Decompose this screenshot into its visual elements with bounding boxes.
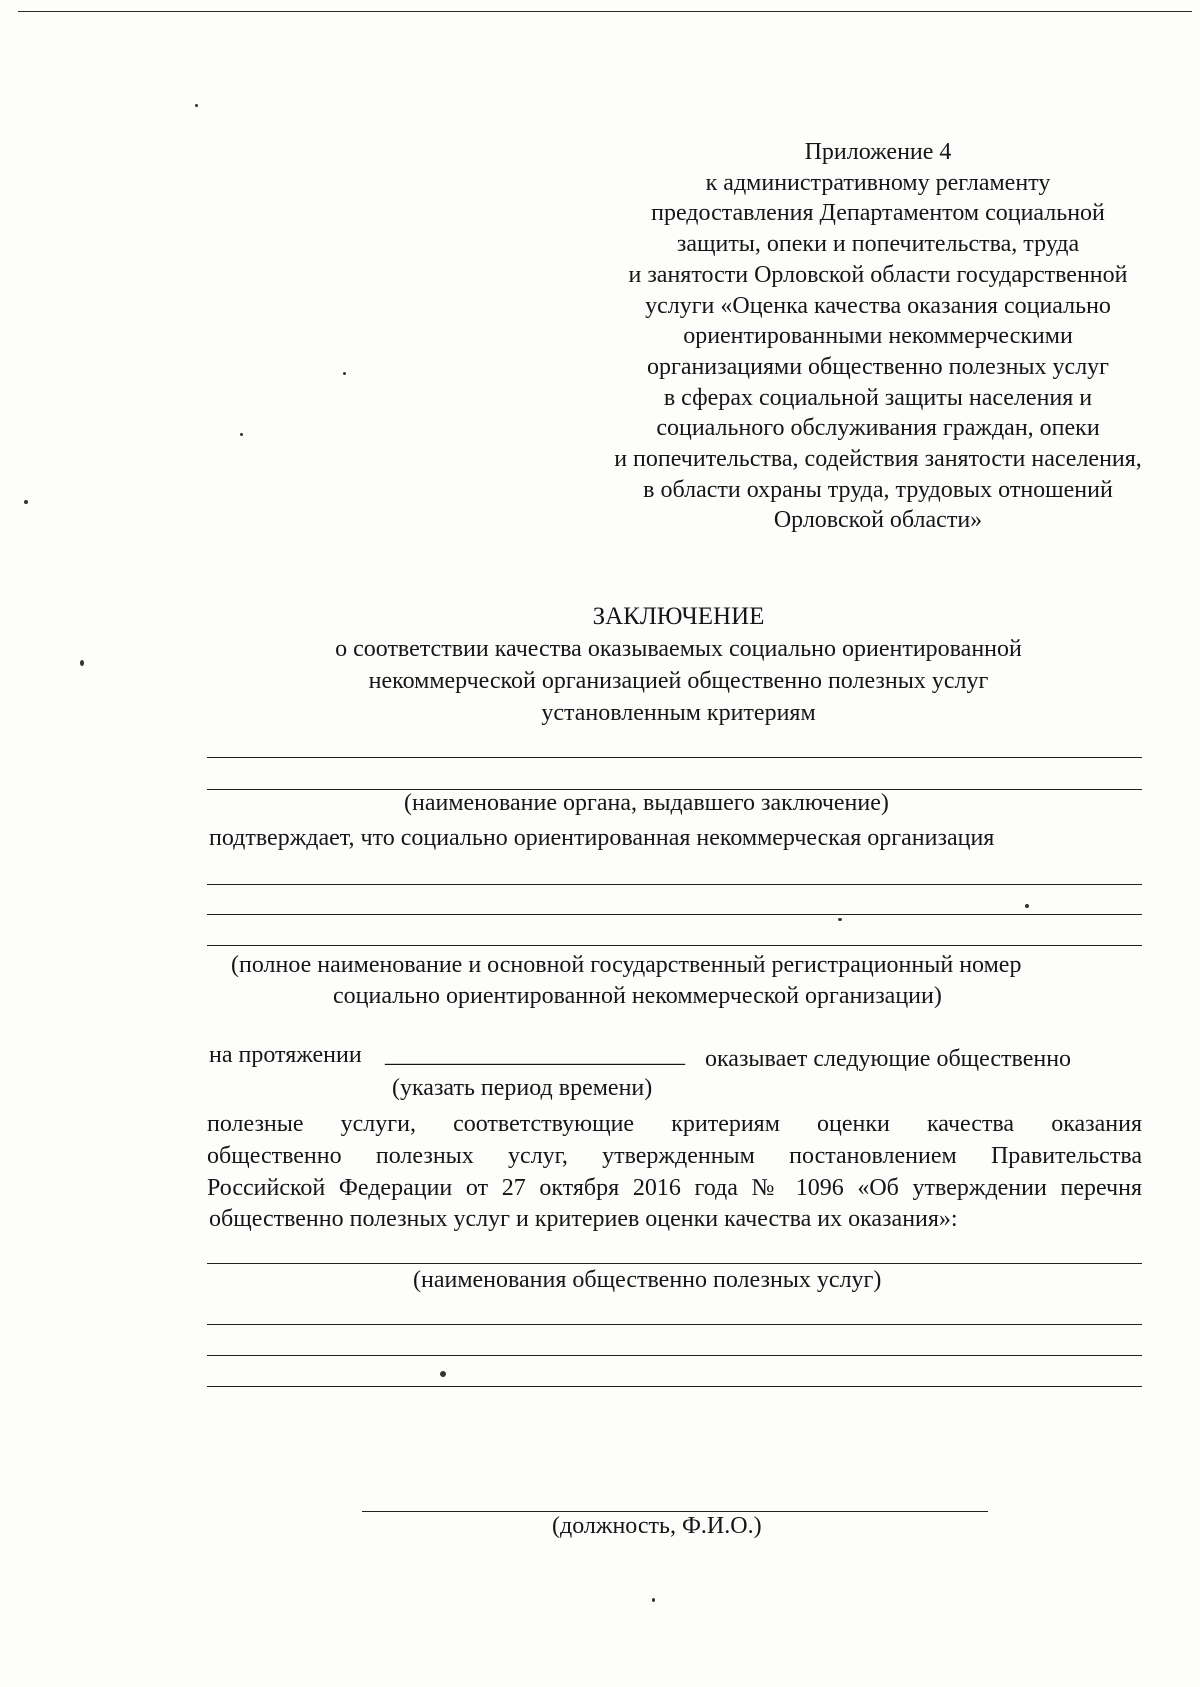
appendix-line: к административному регламенту (705, 169, 1051, 196)
appendix-line: Орловской области» (773, 507, 983, 534)
organization-fill-line[interactable] (207, 945, 1142, 946)
appendix-line: и попечительства, содействия занятости населения, (614, 446, 1142, 473)
period-blank[interactable]: _________________________ (385, 1042, 685, 1068)
organization-fill-line[interactable] (207, 884, 1142, 885)
period-suffix: оказывает следующие общественно (705, 1046, 1072, 1072)
services-paragraph-line: общественно полезных услуг, утвержденным постановлением Правительства (207, 1143, 1142, 1169)
scan-speck (1025, 904, 1029, 908)
scan-speck (838, 918, 842, 921)
scan-speck (652, 1598, 655, 1602)
appendix-line: Приложение 4 (804, 139, 952, 165)
services-paragraph-line: полезные услуги, соответствующие критериям оценки качества оказания (207, 1111, 1142, 1137)
appendix-line: организациями общественно полезных услуг (646, 353, 1110, 380)
scan-speck (195, 104, 198, 107)
services-paragraph-last-line: общественно полезных услуг и критериев оценки качества их оказания»: (209, 1206, 958, 1232)
scan-speck (240, 433, 243, 436)
appendix-line: в сферах социальной защиты населения и (663, 384, 1093, 411)
services-paragraph (207, 1108, 1142, 1204)
appendix-line: и занятости Орловской области государственной (628, 261, 1128, 288)
organization-fill-line[interactable] (207, 914, 1142, 915)
scan-speck (80, 660, 84, 666)
authority-caption: (наименование органа, выдавшего заключение) (404, 790, 889, 816)
appendix-line: предоставления Департаментом социальной (651, 200, 1105, 227)
period-prefix: на протяжении (209, 1042, 362, 1068)
confirms-text: подтверждает, что социально ориентированная некоммерческая организация (209, 825, 995, 851)
appendix-line: защиты, опеки и попечительства, труда (676, 231, 1080, 258)
services-fill-line[interactable] (207, 1324, 1142, 1325)
signature-caption: (должность, Ф.И.О.) (552, 1513, 762, 1539)
document-subtitle-line-3: установленным критериям (541, 700, 816, 726)
organization-caption-line-1: (полное наименование и основной государственный регистрационный номер (231, 952, 1022, 978)
services-fill-line[interactable] (207, 1355, 1142, 1356)
organization-caption-line-2: социально ориентированной некоммерческой организации) (333, 983, 942, 1009)
appendix-line: ориентированными некоммерческими (683, 323, 1073, 350)
authority-fill-line[interactable] (207, 757, 1142, 758)
document-title: ЗАКЛЮЧЕНИЕ (592, 603, 765, 630)
appendix-header (560, 137, 1196, 536)
appendix-line: услуги «Оценка качества оказания социально (645, 292, 1111, 319)
document-subtitle-line-1: о соответствии качества оказываемых социально ориентированной (335, 636, 1022, 662)
scan-speck (343, 372, 346, 375)
appendix-line: социального обслуживания граждан, опеки (656, 415, 1100, 442)
services-fill-line[interactable] (207, 1386, 1142, 1387)
document-subtitle-line-2: некоммерческой организацией общественно полезных услуг (368, 668, 989, 694)
services-paragraph-line: Российской Федерации от 27 октября 2016 года № 1096 «Об утверждении перечня (207, 1175, 1142, 1201)
period-caption: (указать период времени) (392, 1075, 653, 1101)
top-border-line (18, 11, 1192, 12)
appendix-line: в области охраны труда, трудовых отношений (643, 476, 1113, 503)
services-caption: (наименования общественно полезных услуг) (413, 1267, 882, 1293)
services-fill-line[interactable] (207, 1263, 1142, 1264)
scan-speck (24, 500, 28, 504)
scan-speck (440, 1371, 446, 1377)
